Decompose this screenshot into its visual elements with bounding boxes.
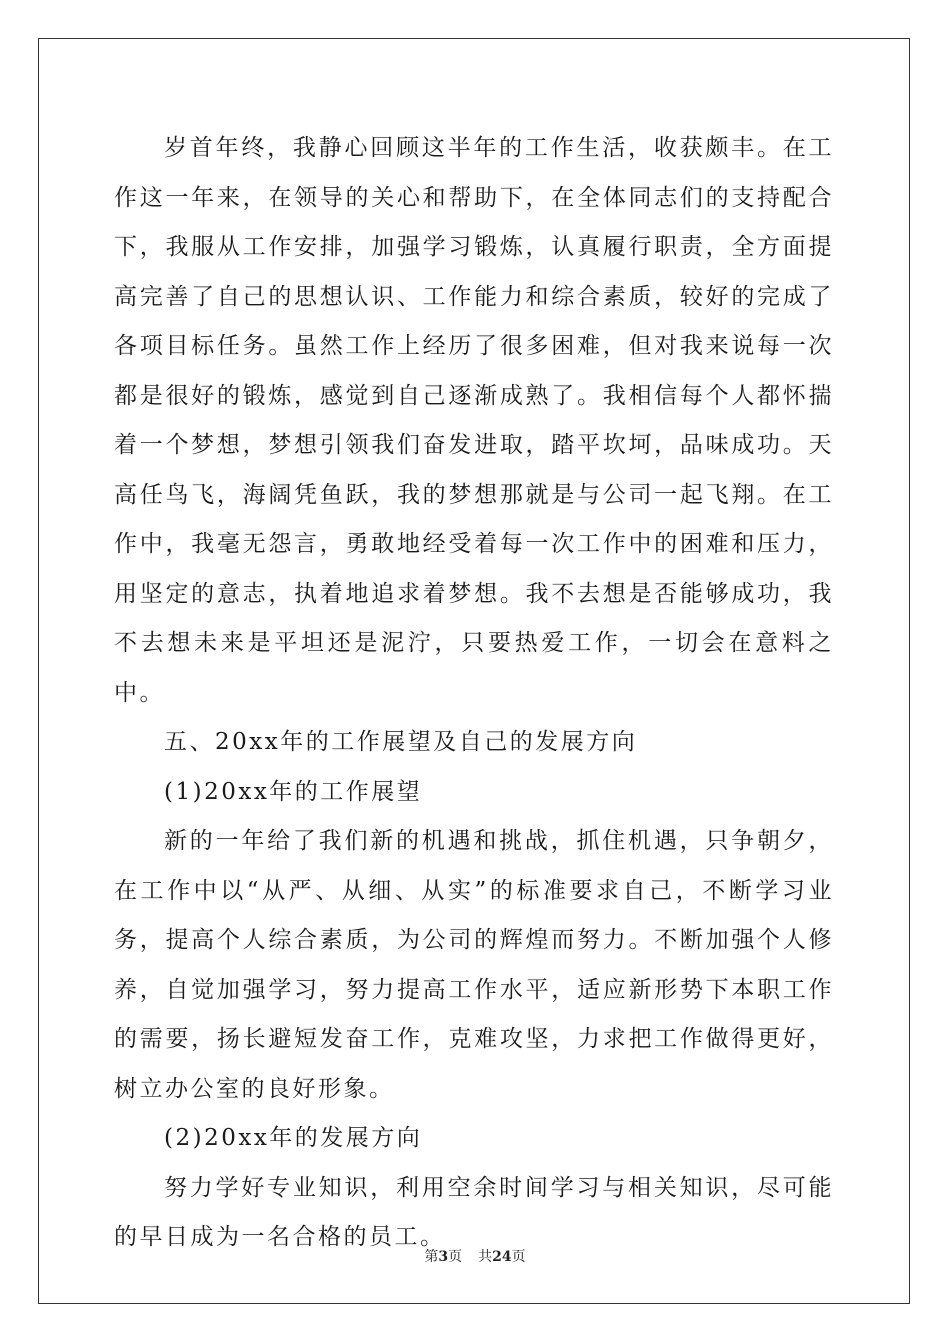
paragraph-work-outlook: 新的一年给了我们新的机遇和挑战，抓住机遇，只争朝夕，在工作中以“从严、从细、从实”的标准要求自己，不断学习业务，提高个人综合素质，为公司的辉煌而努力。不断加强个人修养，自觉加强学习，努力提高工作水平，适应新形势下本职工作的需要，扬长避短发奋工作，克难攻坚，力求把工作做得更好，树立办公室的良好形象。: [114, 828, 834, 1102]
page-unit: 页: [448, 1249, 463, 1265]
document-body: [114, 124, 834, 1263]
total-prefix: 共: [478, 1249, 493, 1265]
total-pages: 24: [492, 1249, 512, 1265]
total-unit: 页: [511, 1249, 526, 1265]
page-footer: [0, 1248, 950, 1266]
subheading-development-direction: (2)20xx年的发展方向: [164, 1125, 423, 1151]
page-prefix: 第: [424, 1249, 439, 1265]
page-number: 3: [438, 1249, 449, 1265]
section-heading-outlook: 五、20xx年的工作展望及自己的发展方向: [164, 729, 638, 755]
paragraph-reflection: 岁首年终，我静心回顾这半年的工作生活，收获颇丰。在工作这一年来，在领导的关心和帮助下，在全体同志们的支持配合下，我服从工作安排，加强学习锻炼，认真履行职责，全方面提高完善了自己的思想认识、工作能力和综合素质，较好的完成了各项目标任务。虽然工作上经历了很多困难，但对我来说每一次都是很好的锻炼，感觉到自己逐渐成熟了。我相信每个人都怀揣着一个梦想，梦想引领我们奋发进取，踏平坎坷，品味成功。天高任鸟飞，海阔凭鱼跃，我的梦想那就是与公司一起飞翔。在工作中，我毫无怨言，勇敢地经受着每一次工作中的困难和压力，用坚定的意志，执着地追求着梦想。我不去想是否能够成功，我不去想未来是平坦还是泥泞，只要热爱工作，一切会在意料之中。: [114, 135, 834, 706]
paragraph-development-direction: 努力学好专业知识，利用空余时间学习与相关知识，尽可能的早日成为一名合格的员工。: [114, 1174, 834, 1250]
subheading-work-outlook: (1)20xx年的工作展望: [164, 778, 423, 805]
